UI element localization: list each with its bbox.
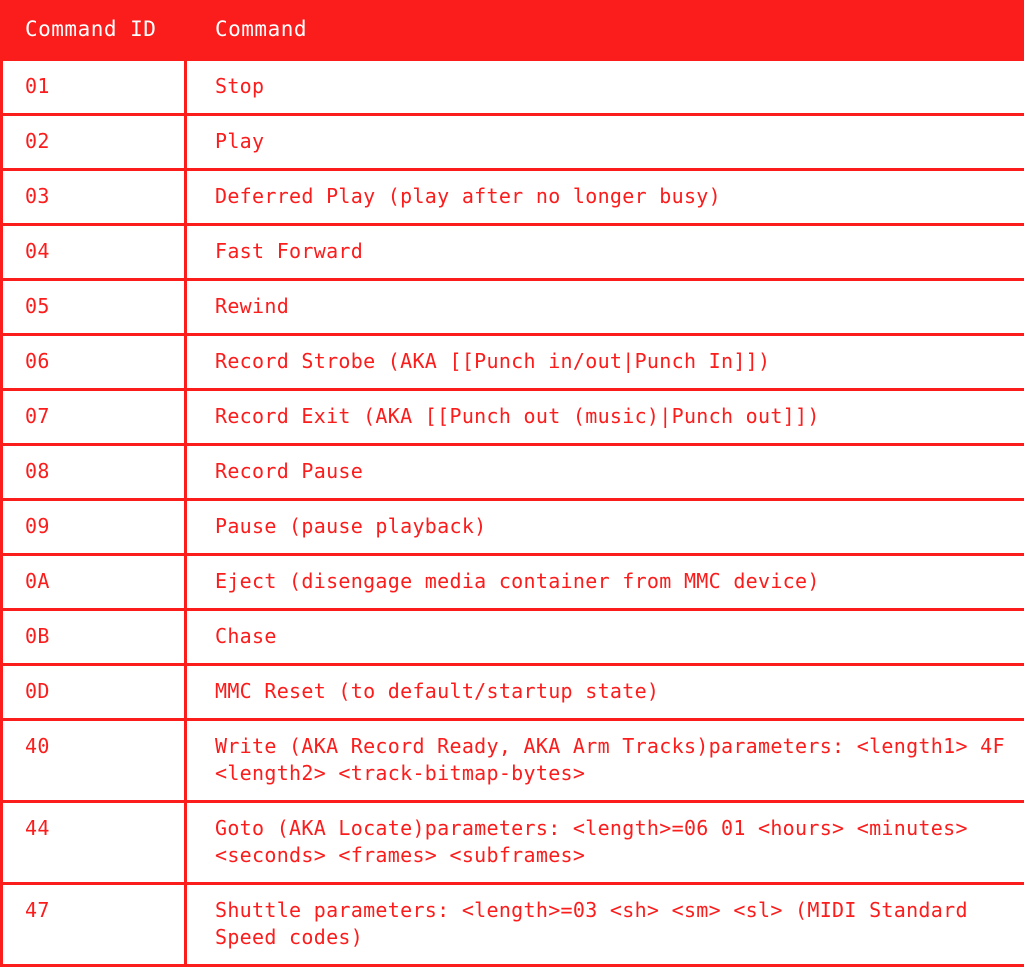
cell-command: Eject (disengage media container from MMC device) <box>186 555 1024 610</box>
cell-command-id: 47 <box>2 884 186 966</box>
cell-command-id: 40 <box>2 720 186 802</box>
table-row <box>2 802 1024 884</box>
table-row <box>2 610 1024 665</box>
cell-command-id: 08 <box>2 445 186 500</box>
cell-command: Record Pause <box>186 445 1024 500</box>
cell-command: Stop <box>186 60 1024 115</box>
cell-command: Record Strobe (AKA [[Punch in/out|Punch In]]) <box>186 335 1024 390</box>
table-row <box>2 390 1024 445</box>
cell-command-id: 0A <box>2 555 186 610</box>
table-row <box>2 665 1024 720</box>
cell-command: Shuttle parameters: <length>=03 <sh> <sm> <sl> (MIDI Standard Speed codes) <box>186 884 1024 966</box>
table-row <box>2 500 1024 555</box>
cell-command-id: 44 <box>2 802 186 884</box>
cell-command: Fast Forward <box>186 225 1024 280</box>
cell-command-id: 06 <box>2 335 186 390</box>
cell-command-id: 01 <box>2 60 186 115</box>
table-row <box>2 60 1024 115</box>
column-header-command-id: Command ID <box>2 2 186 60</box>
cell-command: Record Exit (AKA [[Punch out (music)|Punch out]]) <box>186 390 1024 445</box>
cell-command-id: 04 <box>2 225 186 280</box>
table-row <box>2 170 1024 225</box>
cell-command: Rewind <box>186 280 1024 335</box>
column-header-command: Command <box>186 2 1024 60</box>
cell-command-id: 03 <box>2 170 186 225</box>
cell-command: Chase <box>186 610 1024 665</box>
table-row <box>2 445 1024 500</box>
table-row <box>2 280 1024 335</box>
table-row <box>2 225 1024 280</box>
cell-command: Pause (pause playback) <box>186 500 1024 555</box>
table-row <box>2 335 1024 390</box>
cell-command-id: 05 <box>2 280 186 335</box>
cell-command: Write (AKA Record Ready, AKA Arm Tracks)parameters: <length1> 4F <length2> <track-bitmap-bytes> <box>186 720 1024 802</box>
cell-command-id: 0B <box>2 610 186 665</box>
cell-command: Deferred Play (play after no longer busy) <box>186 170 1024 225</box>
table-header <box>2 2 1024 60</box>
cell-command-id: 0D <box>2 665 186 720</box>
table-row <box>2 115 1024 170</box>
table-row <box>2 555 1024 610</box>
cell-command: MMC Reset (to default/startup state) <box>186 665 1024 720</box>
table-row <box>2 720 1024 802</box>
table-row <box>2 884 1024 966</box>
cell-command-id: 09 <box>2 500 186 555</box>
cell-command: Goto (AKA Locate)parameters: <length>=06 01 <hours> <minutes> <seconds> <frames> <subframes> <box>186 802 1024 884</box>
table-body <box>2 60 1024 966</box>
cell-command: Play <box>186 115 1024 170</box>
table-header-row <box>2 2 1024 60</box>
cell-command-id: 02 <box>2 115 186 170</box>
cell-command-id: 07 <box>2 390 186 445</box>
